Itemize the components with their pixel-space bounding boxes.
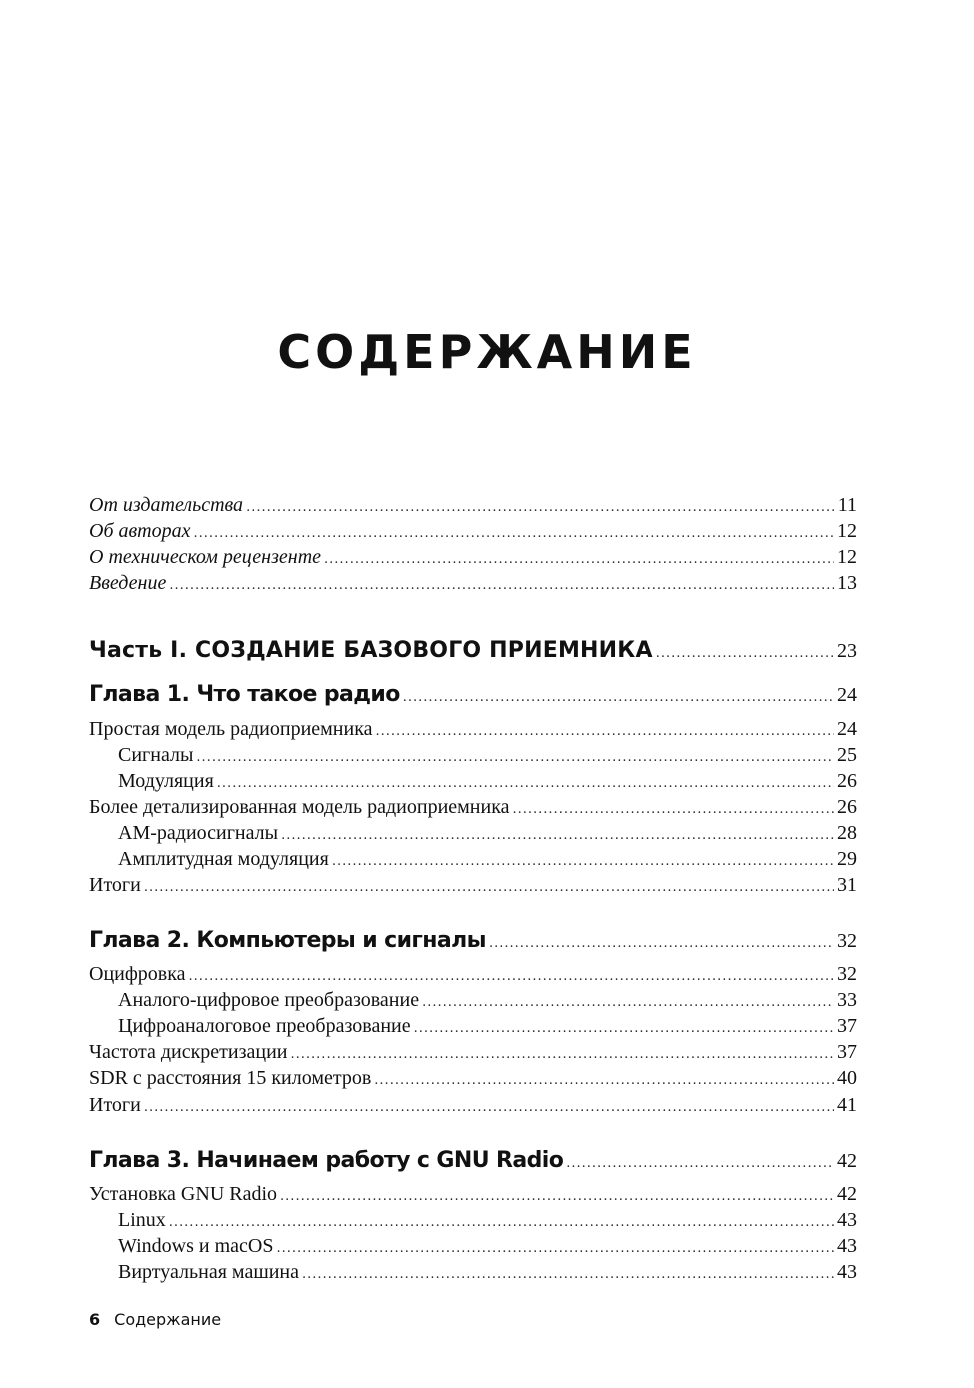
- toc-entry-page: 24: [837, 718, 857, 740]
- dot-leader: [374, 1073, 834, 1088]
- toc-entry[interactable]: [89, 494, 857, 517]
- toc-chapter-title: Глава 2. Компьютеры и сигналы: [89, 928, 486, 953]
- toc-subsection[interactable]: [89, 1209, 857, 1232]
- toc-section[interactable]: [89, 1067, 857, 1090]
- dot-leader: [513, 802, 835, 817]
- dot-leader: [246, 500, 835, 515]
- dot-leader: [280, 1189, 834, 1204]
- dot-leader: [196, 750, 834, 765]
- dot-leader: [566, 1156, 834, 1171]
- dot-leader: [656, 646, 834, 661]
- toc-entry-page: 42: [837, 1150, 857, 1172]
- running-title: Содержание: [114, 1310, 222, 1329]
- toc-subsection[interactable]: [89, 744, 857, 767]
- toc-entry-page: 32: [837, 930, 857, 952]
- toc-section[interactable]: [89, 1094, 857, 1117]
- toc-entry-page: 13: [837, 572, 857, 594]
- toc-entry-page: 43: [837, 1209, 857, 1231]
- toc-entry-page: 26: [837, 770, 857, 792]
- dot-leader: [332, 854, 834, 869]
- toc-entry-page: 26: [837, 796, 857, 818]
- toc-entry-title: Об авторах: [89, 520, 191, 542]
- dot-leader: [403, 690, 834, 705]
- toc-entry-title: Итоги: [89, 874, 141, 896]
- toc-entry-title: Linux: [118, 1209, 166, 1231]
- toc-entry-title: Амплитудная модуляция: [118, 848, 329, 870]
- toc-entry-page: 29: [837, 848, 857, 870]
- toc-entry-page: 31: [837, 874, 857, 896]
- dot-leader: [291, 1047, 834, 1062]
- toc-subsection[interactable]: [89, 1261, 857, 1284]
- toc-entry-page: 37: [837, 1041, 857, 1063]
- toc-entry-page: 12: [837, 546, 857, 568]
- toc-entry-page: 28: [837, 822, 857, 844]
- toc-entry-title: Модуляция: [118, 770, 214, 792]
- toc-entry-page: 25: [837, 744, 857, 766]
- toc-section[interactable]: [89, 796, 857, 819]
- toc-entry[interactable]: [89, 520, 857, 543]
- toc-chapter-title: Глава 1. Что такое радио: [89, 682, 400, 707]
- toc-entry-page: 43: [837, 1261, 857, 1283]
- toc-section[interactable]: [89, 1041, 857, 1064]
- toc-part-title: Часть I. СОЗДАНИЕ БАЗОВОГО ПРИЕМНИКА: [89, 638, 653, 663]
- dot-leader: [169, 1215, 834, 1230]
- toc-section[interactable]: [89, 718, 857, 741]
- toc-entry[interactable]: [89, 546, 857, 569]
- dot-leader: [302, 1267, 834, 1282]
- toc-chapter[interactable]: [89, 1148, 857, 1173]
- dot-leader: [281, 828, 834, 843]
- toc-subsection[interactable]: [89, 1015, 857, 1038]
- dot-leader: [144, 880, 834, 895]
- toc-section[interactable]: [89, 963, 857, 986]
- dot-leader: [376, 724, 834, 739]
- toc-subsection[interactable]: [89, 822, 857, 845]
- toc-entry-page: 40: [837, 1067, 857, 1089]
- toc-subsection[interactable]: [89, 989, 857, 1012]
- toc-subsection[interactable]: [89, 1235, 857, 1258]
- toc-entry-title: АМ-радиосигналы: [118, 822, 279, 844]
- toc-entry-title: Виртуальная машина: [118, 1261, 300, 1283]
- toc-entry-page: 43: [837, 1235, 857, 1257]
- toc-entry-page: 24: [837, 684, 857, 706]
- toc-chapter-title: Глава 3. Начинаем работу с GNU Radio: [89, 1148, 564, 1173]
- dot-leader: [169, 578, 834, 593]
- toc-entry-title: Итоги: [89, 1094, 141, 1116]
- toc-entry-page: 12: [837, 520, 857, 542]
- page-number: 6: [89, 1310, 101, 1329]
- dot-leader: [276, 1241, 834, 1256]
- toc-entry-title: О техническом рецензенте: [89, 546, 322, 568]
- toc-entry-title: Установка GNU Radio: [89, 1183, 278, 1205]
- page-footer: [89, 1308, 221, 1332]
- toc-entry-title: Цифроаналоговое преобразование: [118, 1015, 411, 1037]
- toc-entry-page: 42: [837, 1183, 857, 1205]
- toc-subsection[interactable]: [89, 770, 857, 793]
- toc-entry-title: Частота дискретизации: [89, 1041, 288, 1063]
- dot-leader: [489, 936, 834, 951]
- toc-entry-page: 11: [837, 494, 857, 516]
- toc-entry-title: SDR с расстояния 15 километров: [89, 1067, 372, 1089]
- toc-section[interactable]: [89, 874, 857, 897]
- toc-chapter[interactable]: [89, 682, 857, 707]
- toc-entry-page: 41: [837, 1094, 857, 1116]
- toc-chapter[interactable]: [89, 928, 857, 953]
- toc-entry-title: Аналого-цифровое преобразование: [118, 989, 420, 1011]
- toc-entry-title: От издательства: [89, 494, 244, 516]
- dot-leader: [217, 776, 834, 791]
- toc-entry-title: Более детализированная модель радиоприемника: [89, 796, 510, 818]
- toc-subsection[interactable]: [89, 848, 857, 871]
- dot-leader: [414, 1021, 834, 1036]
- toc-entry-title: Простая модель радиоприемника: [89, 718, 373, 740]
- toc-entry-page: 37: [837, 1015, 857, 1037]
- dot-leader: [194, 526, 834, 541]
- dot-leader: [422, 995, 834, 1010]
- dot-leader: [144, 1100, 834, 1115]
- toc-entry-title: Оцифровка: [89, 963, 186, 985]
- toc-section[interactable]: [89, 1183, 857, 1206]
- toc-entry-page: 23: [837, 640, 857, 662]
- toc-entry-page: 33: [837, 989, 857, 1011]
- toc-entry-title: Введение: [89, 572, 167, 594]
- toc-entry[interactable]: [89, 572, 857, 595]
- page-title: СОДЕРЖАНИЕ: [277, 325, 697, 379]
- dot-leader: [324, 552, 834, 567]
- toc-entry-title: Сигналы: [118, 744, 194, 766]
- toc-part[interactable]: [89, 638, 857, 663]
- toc-entry-page: 32: [837, 963, 857, 985]
- dot-leader: [189, 969, 834, 984]
- toc-entry-title: Windows и macOS: [118, 1235, 274, 1257]
